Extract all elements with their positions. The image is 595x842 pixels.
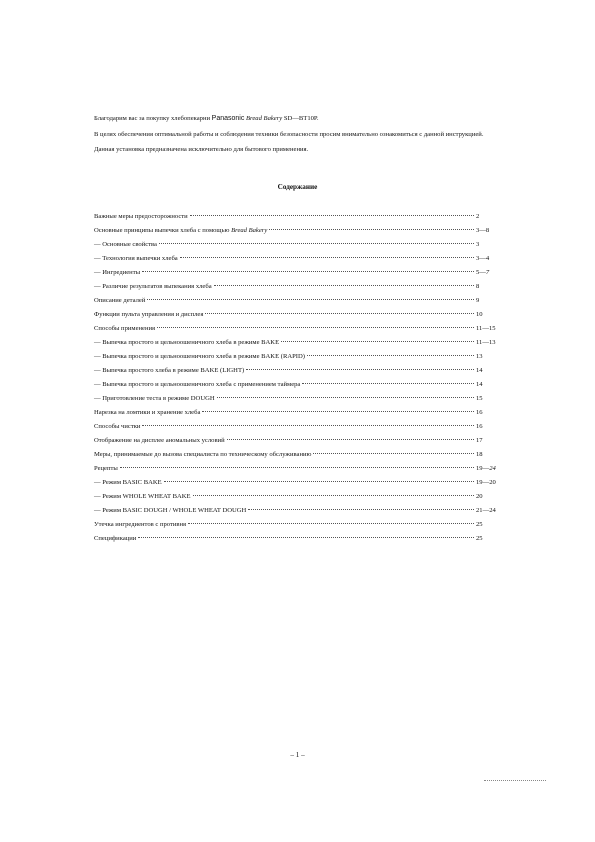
toc-entry-page — [476, 350, 496, 364]
toc-entry-text: Описание деталей — [94, 297, 146, 304]
toc-entry-text: — Режим BASIC BAKE — [94, 479, 162, 486]
toc-page-number: 14 — [476, 367, 483, 374]
toc-entry-text: — Приготовление теста в режиме DOUGH — [94, 395, 215, 402]
toc-entry-title — [94, 490, 191, 504]
dot-leader — [281, 341, 474, 342]
toc-entry-page — [476, 462, 496, 476]
intro-line-3: Данная установка предназначена исключительно для бытового применения. — [94, 146, 309, 154]
toc-page-number: 25 — [476, 535, 483, 542]
toc-entry — [94, 364, 496, 378]
toc-entry-title — [94, 322, 155, 336]
toc-page-number: 2 — [476, 213, 480, 220]
intro-text — [94, 114, 514, 155]
toc-title: Содержание — [277, 183, 318, 191]
dot-leader — [214, 285, 474, 286]
toc-entry-title — [94, 448, 311, 462]
toc-entry-text: Рецепты — [94, 465, 118, 472]
toc-entry-text: — Режим WHOLE WHEAT BAKE — [94, 493, 191, 500]
dot-leader — [142, 425, 474, 426]
toc-entry-title — [94, 266, 140, 280]
table-of-contents — [94, 210, 496, 546]
dot-leader — [188, 523, 474, 524]
toc-entry — [94, 476, 496, 490]
toc-page-number: 15 — [476, 395, 483, 402]
page-number: – 1 – — [290, 751, 305, 759]
toc-entry-page — [476, 392, 496, 406]
toc-entry-text: — Выпечка простого и цельноошеничного хлеба с применением таймера — [94, 381, 301, 388]
toc-entry-page — [476, 406, 496, 420]
toc-entry — [94, 308, 496, 322]
toc-page-number: 14 — [476, 381, 483, 388]
toc-entry — [94, 532, 496, 546]
dot-leader — [159, 243, 474, 244]
toc-entry-page — [476, 504, 496, 518]
toc-page-number: 18 — [476, 451, 483, 458]
dot-leader — [217, 397, 474, 398]
toc-page-number: 21—24 — [476, 507, 496, 514]
toc-page-number: 11—13 — [476, 339, 496, 346]
toc-entry-page — [476, 252, 496, 266]
toc-entry-text: Важные меры предосторожности — [94, 213, 188, 220]
toc-entry — [94, 462, 496, 476]
dot-leader — [313, 453, 474, 454]
toc-page-number-end: 7 — [485, 269, 490, 276]
toc-entry — [94, 210, 496, 224]
intro-line-1 — [94, 114, 514, 124]
toc-entry-page — [476, 322, 496, 336]
dot-leader — [180, 257, 474, 258]
toc-entry-text: — Основные свойства — [94, 241, 157, 248]
toc-entry-title — [94, 308, 203, 322]
toc-entry-text: Способы применения — [94, 325, 156, 332]
toc-entry-page — [476, 364, 496, 378]
toc-entry-page — [476, 280, 496, 294]
toc-entry-page — [476, 336, 496, 350]
toc-page-number: 11—15 — [476, 325, 496, 332]
toc-entry-title — [94, 504, 246, 518]
dot-leader — [147, 299, 474, 300]
toc-entry — [94, 322, 496, 336]
toc-page-number: 19— — [476, 465, 490, 472]
toc-entry-title — [94, 294, 145, 308]
toc-entry — [94, 238, 496, 252]
toc-entry-text: Утечка ингредиентов с противня — [94, 521, 187, 528]
toc-entry — [94, 280, 496, 294]
dot-leader — [269, 229, 474, 230]
toc-entry-text: Основные принципы выпечки хлеба с помощью — [94, 227, 232, 234]
toc-entry-text: — Выпечка простого и цельноошеничного хлеба в режиме BAKE (RAPID) — [94, 353, 305, 360]
toc-entry-title — [94, 336, 279, 350]
toc-entry — [94, 294, 496, 308]
toc-entry — [94, 490, 496, 504]
intro-line-2: В целях обеспечения оптимальной работы и соблюдения техники безопасности просим внимательно ознакомиться с данной инструкцией. — [94, 130, 484, 138]
toc-entry-title — [94, 406, 200, 420]
toc-page-number: 3—8 — [476, 227, 490, 234]
toc-page-number: 3 — [476, 241, 480, 248]
toc-entry-title — [94, 252, 178, 266]
toc-entry-title — [94, 350, 305, 364]
intro-thanks: Благодарим вас за покупку хлебопекарни — [94, 115, 212, 122]
toc-entry — [94, 434, 496, 448]
toc-entry — [94, 420, 496, 434]
toc-entry-text: — Режим BASIC DOUGH / WHOLE WHEAT DOUGH — [94, 507, 247, 514]
footer-mark — [484, 780, 546, 781]
toc-page-number: 20 — [476, 493, 483, 500]
dot-leader — [302, 383, 474, 384]
toc-entry — [94, 266, 496, 280]
toc-entry — [94, 378, 496, 392]
toc-entry-text: Меры, принимаемые до вызова специалиста по техническому обслуживанию — [94, 451, 312, 458]
toc-page-number: 10 — [476, 311, 483, 318]
toc-entry-text: Отображение на дисплее аномальных условий — [94, 437, 225, 444]
toc-entry — [94, 406, 496, 420]
toc-entry-title — [94, 462, 118, 476]
toc-entry-page — [476, 476, 496, 490]
toc-entry-page — [476, 224, 496, 238]
toc-entry-title — [94, 238, 157, 252]
dot-leader — [205, 313, 474, 314]
toc-entry-title — [94, 364, 244, 378]
toc-entry-text: — Различие результатов выпекания хлеба — [94, 283, 212, 290]
toc-page-number: 19—20 — [476, 479, 496, 486]
toc-entry-text: — Выпечка простого и цельноошеничного хлеба в режиме BAKE — [94, 339, 280, 346]
toc-page-number: 25 — [476, 521, 483, 528]
toc-entry-title — [94, 420, 140, 434]
product-name: Bread Bakery — [246, 115, 283, 122]
toc-entry-title — [94, 280, 212, 294]
toc-entry — [94, 518, 496, 532]
brand-name: Panasonic — [211, 115, 245, 122]
toc-page-number: 3—4 — [476, 255, 490, 262]
toc-entry-title — [94, 392, 215, 406]
toc-page-number-end: 24 — [489, 465, 496, 472]
toc-entry — [94, 448, 496, 462]
toc-entry — [94, 252, 496, 266]
toc-entry-page — [476, 266, 496, 280]
toc-entry-page — [476, 210, 496, 224]
dot-leader — [142, 271, 474, 272]
toc-entry-italic: Bread Bakery — [231, 227, 268, 234]
toc-entry-text: Способы чистки — [94, 423, 141, 430]
toc-entry-page — [476, 532, 496, 546]
toc-entry-text: Нарезка на ломтики и хранение хлеба — [94, 409, 201, 416]
toc-page-number: 13 — [476, 353, 483, 360]
toc-entry-text: — Технология выпечки хлеба — [94, 255, 178, 262]
dot-leader — [193, 495, 474, 496]
dot-leader — [227, 439, 474, 440]
toc-entry — [94, 336, 496, 350]
toc-entry-page — [476, 448, 496, 462]
dot-leader — [138, 537, 474, 538]
toc-entry-title — [94, 518, 186, 532]
toc-page-number: 5— — [476, 269, 486, 276]
dot-leader — [120, 467, 474, 468]
toc-entry-page — [476, 490, 496, 504]
toc-entry-title — [94, 434, 225, 448]
toc-page-number: 8 — [476, 283, 480, 290]
toc-entry-text: — Выпечка простого хлеба в режиме BAKE (LIGHT) — [94, 367, 245, 374]
toc-entry-page — [476, 238, 496, 252]
toc-entry-title — [94, 210, 188, 224]
toc-page-number: 16 — [476, 409, 483, 416]
dot-leader — [202, 411, 474, 412]
model-name: SD—BT10P. — [282, 115, 319, 122]
dot-leader — [248, 509, 474, 510]
toc-entry-title — [94, 476, 162, 490]
toc-entry — [94, 504, 496, 518]
toc-entry-text: — Ингредиенты — [94, 269, 141, 276]
toc-entry-page — [476, 378, 496, 392]
dot-leader — [307, 355, 474, 356]
dot-leader — [164, 481, 474, 482]
toc-entry-page — [476, 308, 496, 322]
toc-entry-page — [476, 420, 496, 434]
toc-entry-title — [94, 378, 300, 392]
toc-entry-title — [94, 532, 136, 546]
toc-entry-text: Функции пульта управления и дисплея — [94, 311, 204, 318]
toc-entry — [94, 224, 496, 238]
toc-entry-page — [476, 294, 496, 308]
toc-page-number: 16 — [476, 423, 483, 430]
toc-entry-text: Спецификации — [94, 535, 137, 542]
toc-page-number: 9 — [476, 297, 480, 304]
dot-leader — [157, 327, 474, 328]
dot-leader — [190, 215, 474, 216]
toc-entry-page — [476, 434, 496, 448]
toc-page-number: 17 — [476, 437, 483, 444]
toc-entry-title — [94, 224, 267, 238]
dot-leader — [246, 369, 474, 370]
toc-entry — [94, 392, 496, 406]
toc-entry — [94, 350, 496, 364]
toc-entry-page — [476, 518, 496, 532]
